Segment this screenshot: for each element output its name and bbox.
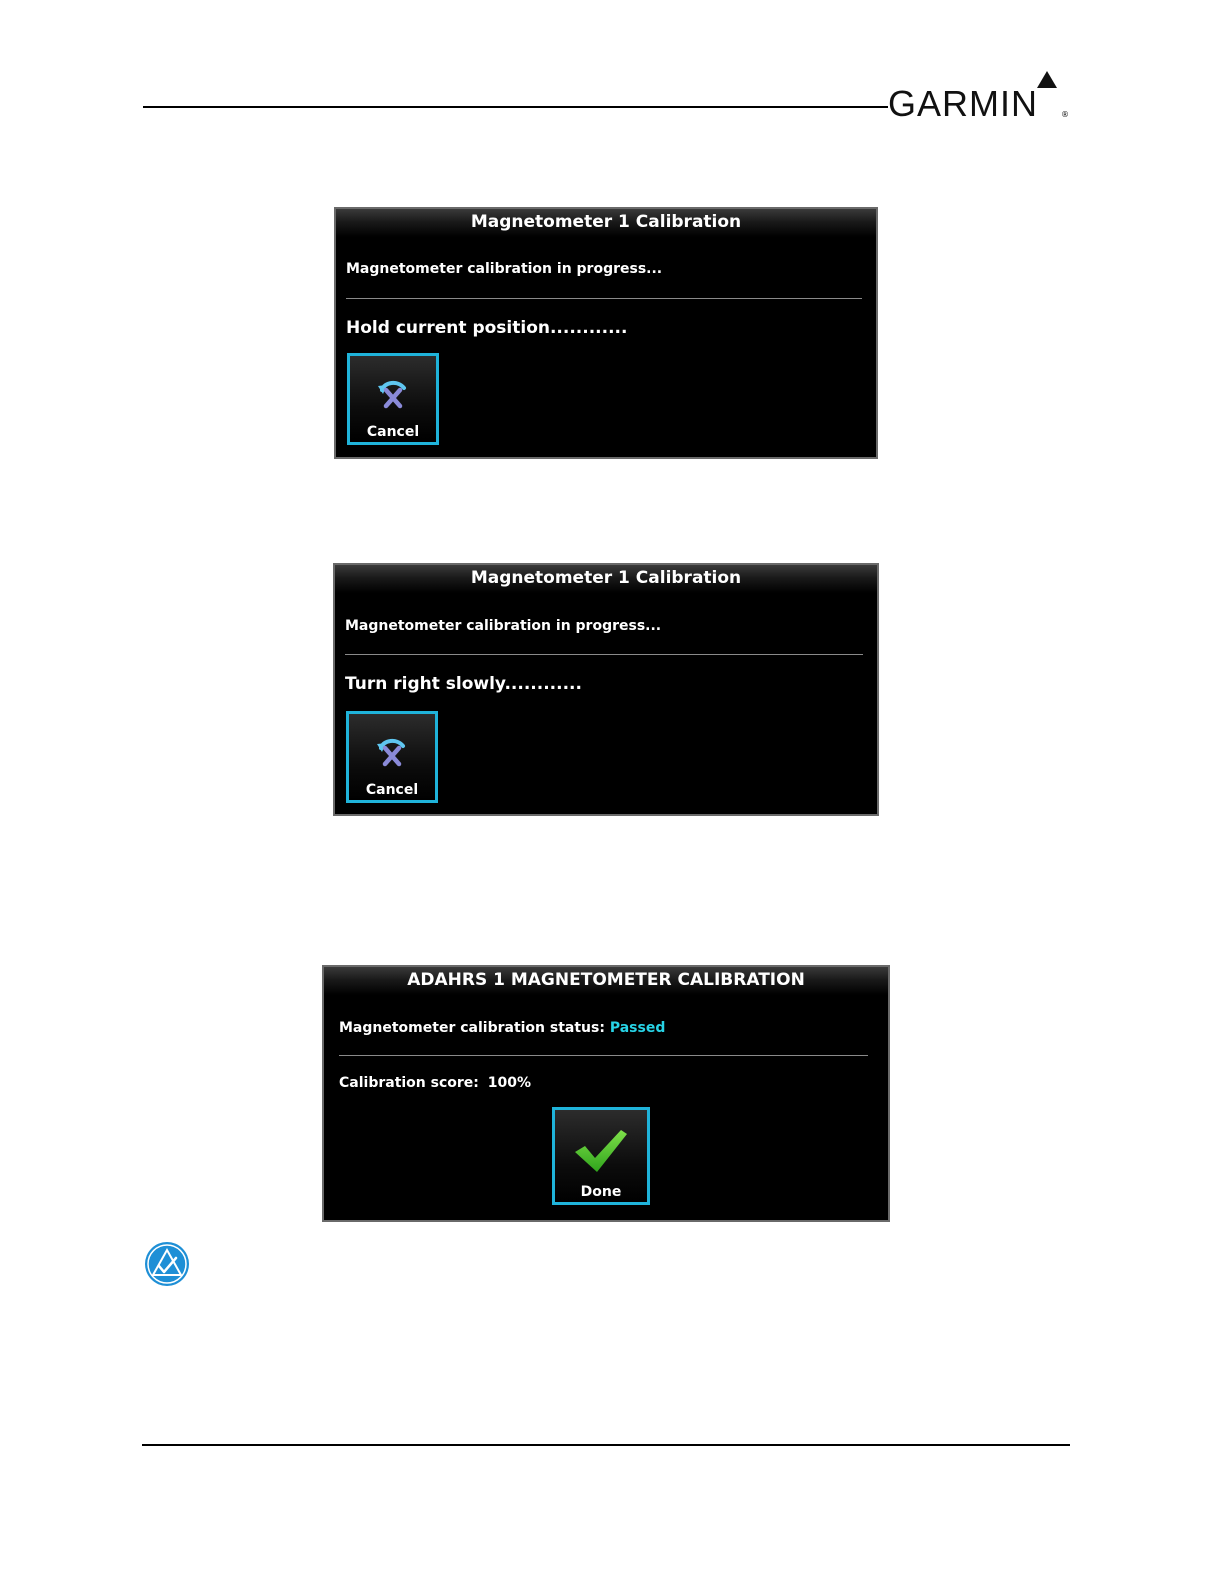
cancel-icon: [375, 734, 409, 768]
cancel-icon: [376, 376, 410, 410]
instruction-text: Turn right slowly............: [345, 674, 582, 694]
status-label: Magnetometer calibration status:: [339, 1020, 605, 1036]
panel-title: ADAHRS 1 MAGNETOMETER CALIBRATION: [324, 967, 888, 995]
instruction-text: Hold current position............: [346, 318, 628, 338]
garmin-logo-text: GARMIN: [888, 83, 1038, 124]
cancel-button[interactable]: [346, 711, 438, 803]
cancel-button-label: Cancel: [365, 782, 419, 798]
calibration-panel-hold: [334, 207, 878, 459]
cancel-button-label: Cancel: [366, 424, 420, 440]
note-icon: [144, 1241, 190, 1287]
divider: [346, 298, 862, 299]
score-label: Calibration score:: [339, 1075, 479, 1091]
done-button-label: Done: [580, 1184, 622, 1200]
cancel-button[interactable]: [347, 353, 439, 445]
progress-message: Magnetometer calibration in progress...: [345, 618, 662, 634]
panel-title: Magnetometer 1 Calibration: [335, 565, 877, 593]
status-value: Passed: [609, 1020, 666, 1036]
divider: [345, 654, 863, 655]
score-value: 100%: [487, 1075, 532, 1091]
checkmark-icon: [573, 1126, 629, 1174]
status-line: [339, 1020, 665, 1036]
footer-rule: [142, 1444, 1070, 1446]
calibration-result-panel: [322, 965, 890, 1222]
progress-message: Magnetometer calibration in progress...: [346, 261, 663, 277]
done-button[interactable]: [552, 1107, 650, 1205]
panel-title: Magnetometer 1 Calibration: [336, 209, 876, 237]
registered-mark-icon: ®: [1061, 110, 1069, 119]
calibration-panel-turn: [333, 563, 879, 816]
divider: [339, 1055, 868, 1056]
header-rule: [143, 106, 888, 108]
score-line: [339, 1075, 531, 1091]
